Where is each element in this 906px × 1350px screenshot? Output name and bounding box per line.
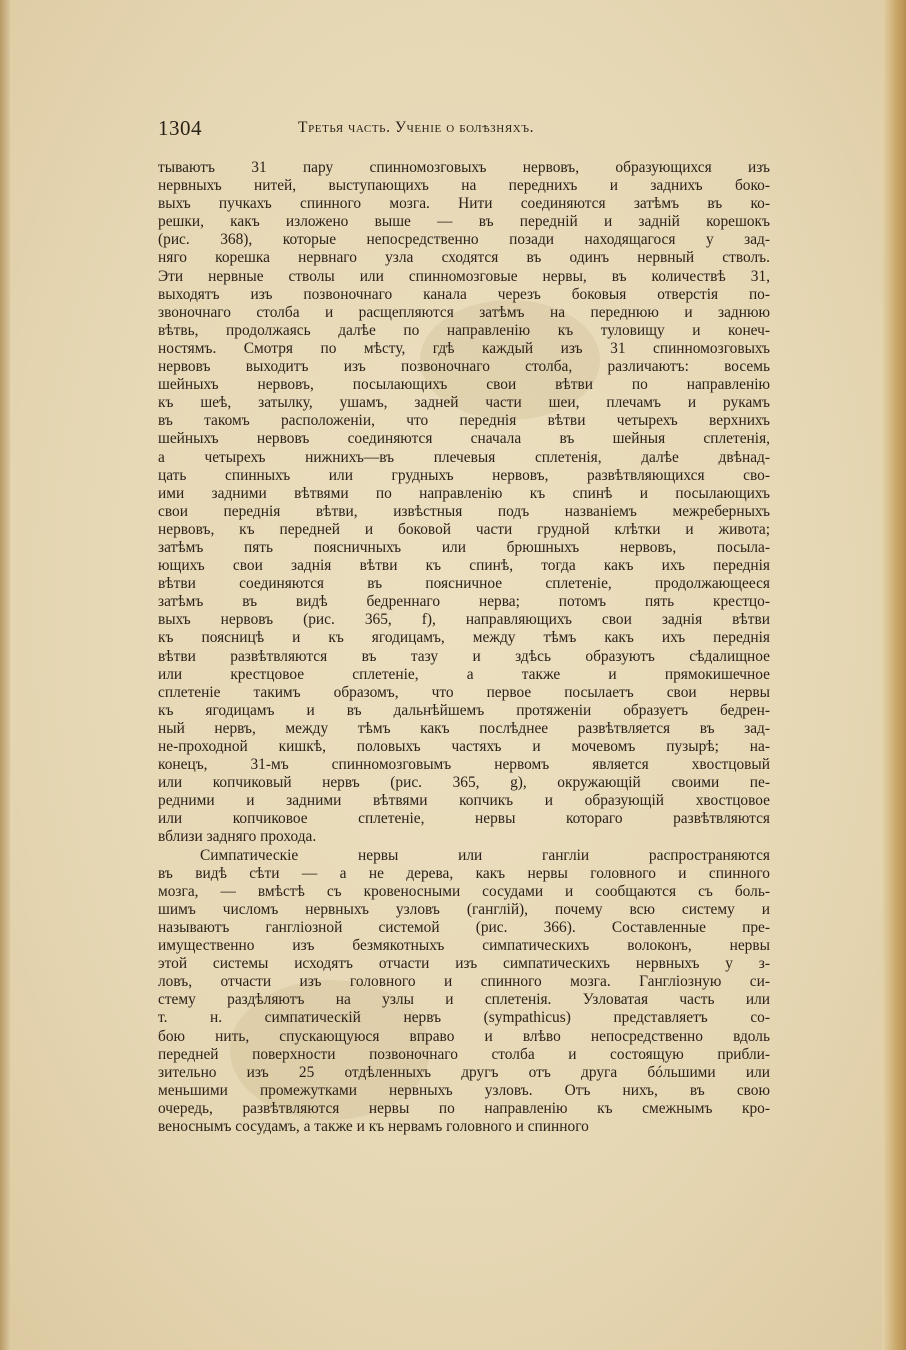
text-line: имущественно изъ безмякотныхъ симпатическихъ волоконъ, нервы (158, 937, 770, 955)
page-number: 1304 (158, 116, 202, 140)
text-line: веноснымъ сосудамъ, а также и къ нервамъ головного и спинного (158, 1117, 589, 1135)
text-line: или крестцовое сплетеніе, а также и прямокишечное (158, 665, 770, 683)
text-line: нервовъ выходитъ изъ позвоночнаго столба, различаютъ: восемь (158, 358, 770, 376)
text-line: Эти нервные стволы или спинномозговые нервы, въ количествѣ 31, (158, 267, 770, 285)
text-line: передней поверхности позвоночнаго столба и состоящую прибли- (158, 1045, 770, 1063)
text-line: называютъ гангліозной системой (рис. 366). Составленные пре- (158, 918, 770, 936)
text-line: очередь, развѣтвляются нервы по направленію къ смежнымъ кро- (158, 1099, 770, 1117)
text-line: бою нить, спускающуюся вправо и влѣво непосредственно вдоль (158, 1027, 770, 1045)
text-line: стему раздѣляютъ на узлы и сплетенія. Узловатая часть или (158, 991, 770, 1009)
text-line: мозга, — вмѣстѣ съ кровеносными сосудами и сообщаются съ боль- (158, 882, 770, 900)
page-header (158, 116, 770, 144)
text-line: въ видѣ сѣти — а не дерева, какъ нервы головного и спинного (158, 864, 770, 882)
text-line: вѣтвь, продолжаясь далѣе по направленію къ туловищу и конеч- (158, 321, 770, 339)
text-line: къ ягодицамъ и въ дальнѣйшемъ протяженіи образуетъ бедрен- (158, 701, 770, 719)
text-line: шейныхъ нервовъ соединяются сначала въ шейныя сплетенія, (158, 430, 770, 448)
text-line: решки, какъ изложено выше — въ передній и задній корешокъ (158, 213, 770, 231)
text-line: нервныхъ нитей, выступающихъ на переднихъ и заднихъ боко- (158, 177, 770, 195)
text-line: цать спинныхъ или грудныхъ нервовъ, развѣтвляющихся сво- (158, 466, 770, 484)
text-line: или копчиковый нервъ (рис. 365, g), окружающій своими пе- (158, 774, 770, 792)
text-line: сплетеніе такимъ образомъ, что первое посылаетъ свои нервы (158, 683, 770, 701)
text-line: свои переднія вѣтви, извѣстныя подъ названіемъ межреберныхъ (158, 502, 770, 520)
body-text (158, 159, 770, 1136)
text-line: этой системы исходятъ отчасти изъ симпатическихъ нервныхъ у з- (158, 955, 770, 973)
text-line: выхъ нервовъ (рис. 365, f), направляющихъ свои заднія вѣтви (158, 611, 770, 629)
text-line: къ поясницѣ и къ ягодицамъ, между тѣмъ какъ ихъ переднія (158, 629, 770, 647)
text-line: къ шеѣ, затылку, ушамъ, задней части шеи, плечамъ и рукамъ (158, 394, 770, 412)
text-line: или копчиковое сплетеніе, нервы котораго развѣтвляются (158, 810, 770, 828)
text-line: редними и задними вѣтвями копчикъ и образующій хвостцовое (158, 792, 770, 810)
running-head: Третья часть. Ученіе о болѣзняхъ. (298, 119, 535, 136)
text-line: затѣмъ пять поясничныхъ или брюшныхъ нервовъ, посыла- (158, 538, 770, 556)
text-line: (рис. 368), которые непосредственно позади находящагося у зад- (158, 231, 770, 249)
text-line: конецъ, 31-мъ спинномозговымъ нервомъ является хвостцовый (158, 756, 770, 774)
text-line: вѣтви соединяются въ поясничное сплетеніе, продолжающееся (158, 575, 770, 593)
text-line: т. н. симпатическій нервъ (sympathicus) представляетъ со- (158, 1009, 770, 1027)
text-line: зительно изъ 25 отдѣленныхъ другъ отъ друга бóльшими или (158, 1063, 770, 1081)
text-line: выходятъ изъ позвоночнаго канала черезъ боковыя отверстія по- (158, 285, 770, 303)
page-left-edge (0, 0, 10, 1350)
text-line: не-проходной кишкѣ, половыхъ частяхъ и мочевомъ пузырѣ; на- (158, 738, 770, 755)
text-line: ностямъ. Смотря по мѣсту, гдѣ каждый изъ 31 спинномозговыхъ (158, 339, 770, 357)
text-line: вблизи задняго прохода. (158, 828, 317, 846)
text-line: вѣтви развѣтвляются въ тазу и здѣсь образуютъ сѣдалищное (158, 647, 770, 665)
text-line: меньшими промежутками нервныхъ узловъ. Отъ нихъ, въ свою (158, 1081, 770, 1099)
text-line: шейныхъ нервовъ, посылающихъ свои вѣтви по направленію (158, 376, 770, 394)
text-line: ный нервъ, между тѣмъ какъ послѣднее развѣтвляется въ зад- (158, 719, 770, 737)
text-line: звоночнаго столба и расщепляются затѣмъ на переднюю и заднюю (158, 303, 770, 321)
text-line: шимъ числомъ нервныхъ узловъ (ганглій), почему всю систему и (158, 900, 770, 918)
text-line: няго корешка нервнаго узла сходятся въ одинъ нервный стволъ. (158, 249, 770, 267)
text-line: затѣмъ въ видѣ бедреннаго нерва; потомъ пять крестцо- (158, 593, 770, 611)
page-right-edge (882, 0, 906, 1350)
text-line: нервовъ, къ передней и боковой части грудной клѣтки и живота; (158, 520, 770, 538)
text-line: тываютъ 31 пару спинномозговыхъ нервовъ, образующихся изъ (158, 159, 770, 176)
text-line: ими задними вѣтвями по направленію къ спинѣ и посылающихъ (158, 484, 770, 502)
text-line: ющихъ свои заднія вѣтви къ спинѣ, тогда какъ ихъ переднія (158, 557, 770, 575)
text-line: Симпатическіе нервы или гангліи распространяются (200, 846, 770, 864)
text-line: въ такомъ расположеніи, что переднія вѣтви четырехъ верхнихъ (158, 412, 770, 430)
text-line: ловъ, отчасти изъ головного и спинного мозга. Гангліозную си- (158, 973, 770, 991)
text-line: а четырехъ нижнихъ—въ плечевыя сплетенія, далѣе двѣнад- (158, 448, 770, 466)
text-line: выхъ пучкахъ спинного мозга. Нити соединяются затѣмъ въ ко- (158, 195, 770, 213)
